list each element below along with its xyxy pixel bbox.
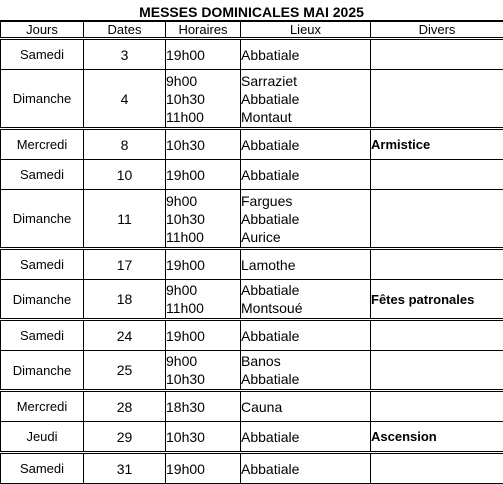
table-row xyxy=(1,280,503,320)
place-cell xyxy=(241,351,371,391)
time-cell xyxy=(166,160,241,190)
place-cell xyxy=(241,280,371,320)
time-cell xyxy=(166,249,241,280)
date-cell: 4 xyxy=(84,70,166,129)
place-cell xyxy=(241,391,371,422)
time-entry: 9h00 xyxy=(166,352,240,370)
place-cell xyxy=(241,422,371,453)
place-entry: Abbatiale xyxy=(241,281,370,299)
time-entry: 9h00 xyxy=(166,72,240,90)
time-cell xyxy=(166,453,241,484)
table-row xyxy=(1,351,503,391)
divers-cell xyxy=(371,320,503,351)
time-cell xyxy=(166,351,241,391)
header-horaires: Horaires xyxy=(166,22,241,39)
table-row xyxy=(1,249,503,280)
day-cell: Mercredi xyxy=(1,129,84,160)
place-cell xyxy=(241,39,371,70)
time-cell xyxy=(166,422,241,453)
day-cell: Dimanche xyxy=(1,280,84,320)
date-cell: 10 xyxy=(84,160,166,190)
place-entry: Lamothe xyxy=(241,256,370,274)
page-title: MESSES DOMINICALES MAI 2025 xyxy=(0,4,503,20)
place-cell xyxy=(241,160,371,190)
divers-cell xyxy=(371,190,503,249)
date-cell: 28 xyxy=(84,391,166,422)
day-cell: Dimanche xyxy=(1,70,84,129)
day-cell: Mercredi xyxy=(1,391,84,422)
table-row xyxy=(1,129,503,160)
place-cell xyxy=(241,453,371,484)
place-entry: Banos xyxy=(241,352,370,370)
time-entry: 19h00 xyxy=(166,327,240,345)
time-entry: 19h00 xyxy=(166,166,240,184)
place-entry: Abbatiale xyxy=(241,327,370,345)
place-cell xyxy=(241,129,371,160)
place-entry: Abbatiale xyxy=(241,166,370,184)
date-cell: 18 xyxy=(84,280,166,320)
table-row xyxy=(1,39,503,70)
divers-cell xyxy=(371,70,503,129)
place-entry: Abbatiale xyxy=(241,46,370,64)
table-row xyxy=(1,422,503,453)
header-dates: Dates xyxy=(84,22,166,39)
place-cell xyxy=(241,190,371,249)
time-entry: 19h00 xyxy=(166,256,240,274)
place-cell xyxy=(241,70,371,129)
table-body xyxy=(1,39,503,484)
time-cell xyxy=(166,391,241,422)
table-row xyxy=(1,320,503,351)
place-entry: Abbatiale xyxy=(241,460,370,478)
place-cell xyxy=(241,320,371,351)
table-row xyxy=(1,70,503,129)
day-cell: Dimanche xyxy=(1,190,84,249)
time-entry: 9h00 xyxy=(166,281,240,299)
time-cell xyxy=(166,129,241,160)
day-cell: Samedi xyxy=(1,320,84,351)
place-cell xyxy=(241,249,371,280)
divers-cell: Fêtes patronales xyxy=(371,280,503,320)
time-cell xyxy=(166,280,241,320)
time-entry: 11h00 xyxy=(166,228,240,246)
time-cell xyxy=(166,70,241,129)
time-entry: 9h00 xyxy=(166,192,240,210)
header-lieux: Lieux xyxy=(241,22,371,39)
place-entry: Cauna xyxy=(241,398,370,416)
table-row xyxy=(1,190,503,249)
place-entry: Abbatiale xyxy=(241,370,370,388)
divers-cell xyxy=(371,160,503,190)
place-entry: Abbatiale xyxy=(241,136,370,154)
day-cell: Jeudi xyxy=(1,422,84,453)
time-cell xyxy=(166,39,241,70)
place-entry: Aurice xyxy=(241,228,370,246)
time-entry: 11h00 xyxy=(166,299,240,317)
time-entry: 10h30 xyxy=(166,136,240,154)
divers-cell xyxy=(371,351,503,391)
divers-cell: Armistice xyxy=(371,129,503,160)
time-entry: 10h30 xyxy=(166,370,240,388)
time-entry: 11h00 xyxy=(166,108,240,126)
day-cell: Dimanche xyxy=(1,351,84,391)
header-jours: Jours xyxy=(1,22,84,39)
date-cell: 29 xyxy=(84,422,166,453)
time-entry: 19h00 xyxy=(166,460,240,478)
time-entry: 10h30 xyxy=(166,210,240,228)
date-cell: 11 xyxy=(84,190,166,249)
header-row xyxy=(1,22,503,39)
day-cell: Samedi xyxy=(1,453,84,484)
time-entry: 10h30 xyxy=(166,90,240,108)
place-entry: Abbatiale xyxy=(241,210,370,228)
date-cell: 31 xyxy=(84,453,166,484)
day-cell: Samedi xyxy=(1,160,84,190)
mass-schedule-table xyxy=(0,21,503,484)
time-entry: 19h00 xyxy=(166,46,240,64)
place-entry: Montaut xyxy=(241,108,370,126)
date-cell: 17 xyxy=(84,249,166,280)
table-row xyxy=(1,391,503,422)
time-entry: 10h30 xyxy=(166,428,240,446)
day-cell: Samedi xyxy=(1,39,84,70)
place-entry: Sarraziet xyxy=(241,72,370,90)
place-entry: Abbatiale xyxy=(241,428,370,446)
header-divers: Divers xyxy=(371,22,503,39)
date-cell: 3 xyxy=(84,39,166,70)
place-entry: Abbatiale xyxy=(241,90,370,108)
divers-cell xyxy=(371,391,503,422)
divers-cell xyxy=(371,249,503,280)
table-row xyxy=(1,160,503,190)
table-row xyxy=(1,453,503,484)
date-cell: 24 xyxy=(84,320,166,351)
divers-cell xyxy=(371,453,503,484)
time-cell xyxy=(166,190,241,249)
day-cell: Samedi xyxy=(1,249,84,280)
time-entry: 18h30 xyxy=(166,398,240,416)
divers-cell xyxy=(371,39,503,70)
date-cell: 25 xyxy=(84,351,166,391)
divers-cell: Ascension xyxy=(371,422,503,453)
date-cell: 8 xyxy=(84,129,166,160)
time-cell xyxy=(166,320,241,351)
place-entry: Fargues xyxy=(241,192,370,210)
place-entry: Montsoué xyxy=(241,299,370,317)
